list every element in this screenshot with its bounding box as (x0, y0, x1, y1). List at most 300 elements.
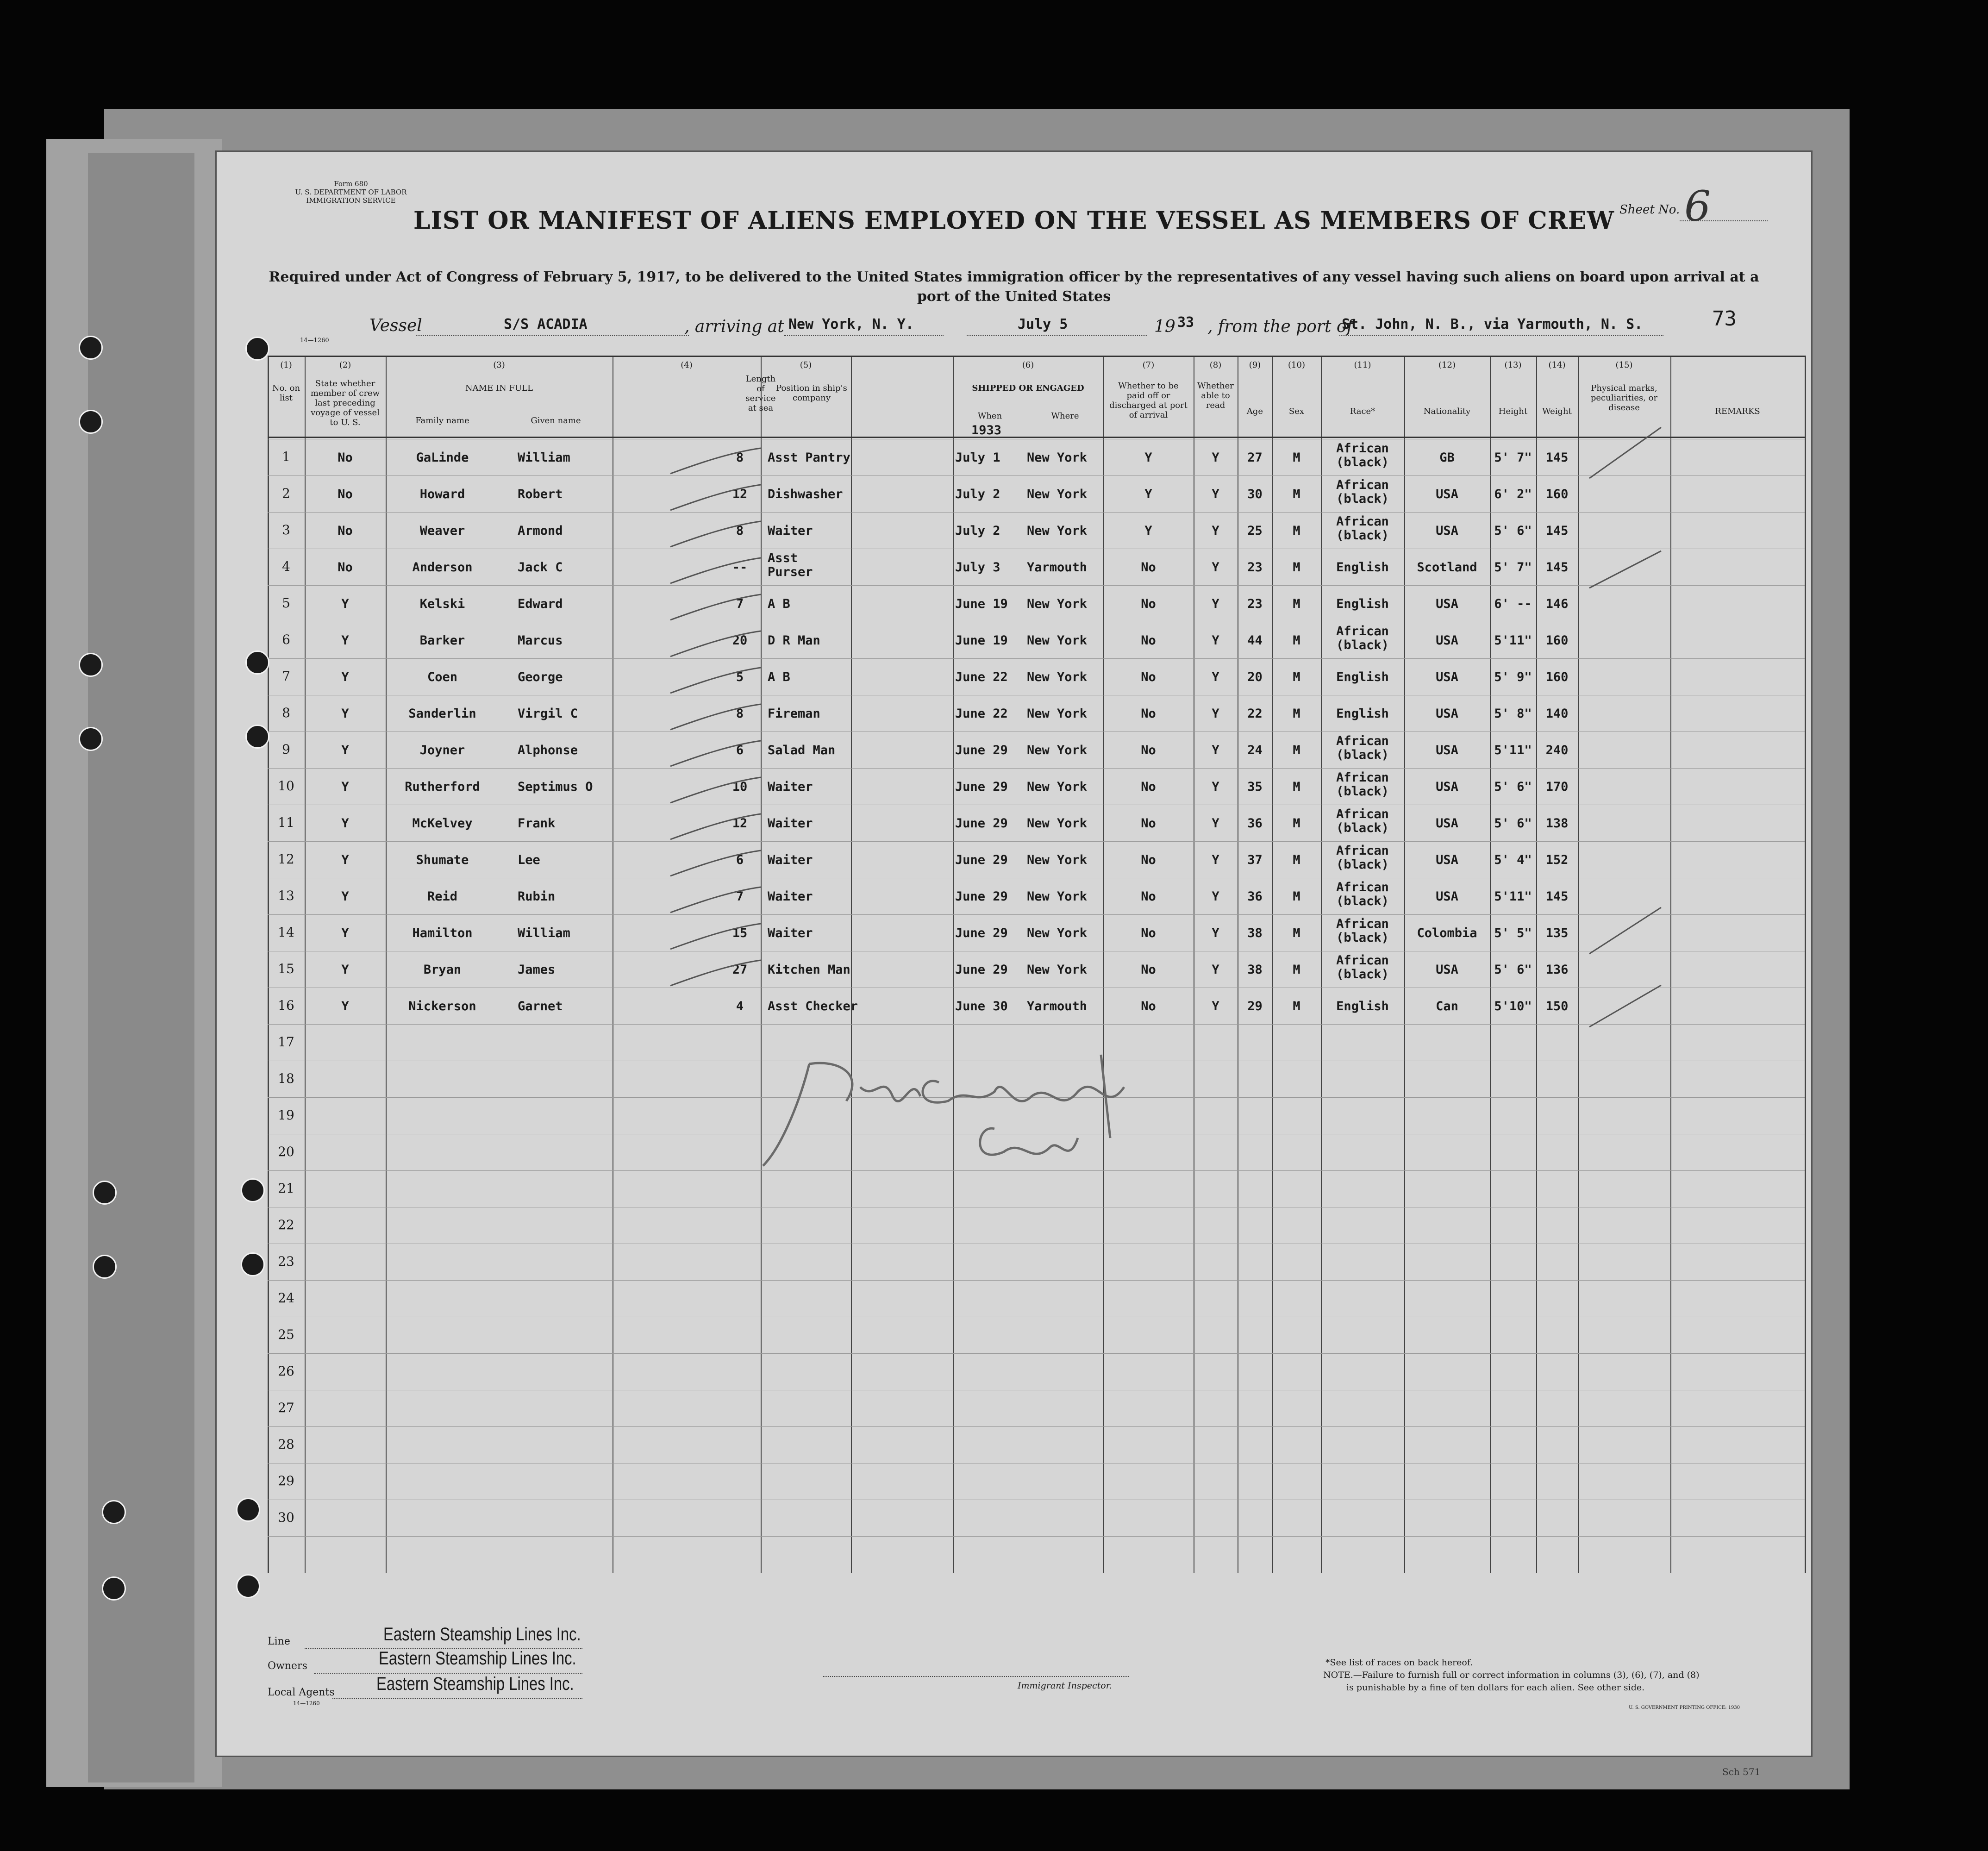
cell-nat: USA (1436, 743, 1458, 757)
row-number: 25 (278, 1327, 294, 1342)
cell-race: African (black) (1336, 770, 1389, 799)
pencil-check-mark (668, 556, 765, 588)
cell-family: Hamilton (412, 926, 473, 940)
cell-race: African (black) (1336, 880, 1389, 908)
cell-where: Yarmouth (1027, 560, 1088, 575)
cell-age: 37 (1247, 853, 1263, 867)
cell-given: Edward (518, 597, 563, 611)
cell-position: D R Man (768, 633, 820, 648)
cell-paid: No (1141, 743, 1156, 757)
row-number: 24 (278, 1290, 294, 1306)
row-rule (268, 585, 1805, 586)
cell-read: Y (1212, 633, 1219, 648)
cell-position: Asst Purser (768, 551, 813, 579)
cell-race: African (black) (1336, 441, 1389, 469)
row-number: 4 (282, 559, 290, 574)
column-header: Physical marks, peculiarities, or disease (1590, 383, 1658, 413)
from-label: , from the port of (1207, 317, 1353, 336)
cell-when: June 30 (955, 999, 1008, 1013)
row-number: 17 (278, 1034, 294, 1050)
cell-given: Frank (518, 816, 556, 831)
cell-prev: Y (341, 670, 349, 684)
cell-weight: 145 (1545, 889, 1569, 904)
cell-read: Y (1212, 816, 1219, 831)
cell-when: June 29 (955, 963, 1008, 977)
cell-sex: M (1293, 707, 1300, 721)
cell-where: New York (1027, 816, 1088, 831)
cell-family: Coen (427, 670, 458, 684)
cell-weight: 160 (1545, 633, 1569, 648)
races-note: *See list of races on back hereof. (1325, 1657, 1473, 1668)
row-number: 30 (278, 1510, 294, 1525)
arriving-label: , arriving at (684, 317, 784, 336)
row-number: 23 (278, 1254, 294, 1269)
cell-weight: 138 (1545, 816, 1569, 831)
owners-label: Owners (268, 1660, 307, 1672)
year-prefix: 19 (1154, 317, 1175, 336)
cell-when: June 29 (955, 889, 1008, 904)
cell-paid: Y (1144, 487, 1152, 501)
cell-service: -- (732, 560, 748, 575)
cell-prev: Y (341, 707, 349, 721)
cell-given: Alphonse (518, 743, 578, 757)
cell-age: 29 (1247, 999, 1263, 1013)
cell-sex: M (1293, 633, 1300, 648)
sheet-number-label: Sheet No. (1619, 203, 1680, 217)
cell-weight: 145 (1545, 560, 1569, 575)
cell-paid: No (1141, 633, 1156, 648)
cell-when: July 3 (955, 560, 1000, 575)
cell-read: Y (1212, 889, 1219, 904)
cell-where: New York (1027, 853, 1088, 867)
cell-position: Waiter (768, 524, 813, 538)
column-header: Position in ship's company (776, 383, 847, 403)
pencil-check-mark (668, 629, 765, 661)
cell-where: Yarmouth (1027, 999, 1088, 1013)
pencil-check-mark (668, 958, 765, 990)
cell-where: New York (1027, 487, 1088, 501)
cell-height: 6' 2" (1494, 487, 1532, 501)
column-rule (1670, 356, 1671, 1573)
cell-race: African (black) (1336, 478, 1389, 506)
column-header: State whether member of crew last preceding voyage of vessel to U. S. (310, 379, 380, 427)
column-header: (11) (1354, 360, 1371, 370)
column-header: Height (1498, 406, 1528, 416)
pencil-check-mark (668, 482, 765, 515)
cell-height: 5' 7" (1494, 560, 1532, 575)
binder-hole (79, 336, 103, 360)
printer-note: U. S. GOVERNMENT PRINTING OFFICE: 1930 (1629, 1705, 1740, 1710)
cell-service: 5 (736, 670, 744, 684)
cell-sex: M (1293, 853, 1300, 867)
cell-weight: 136 (1545, 963, 1569, 977)
pencil-check-mark (668, 812, 765, 844)
cell-where: New York (1027, 743, 1088, 757)
cell-race: English (1336, 707, 1389, 721)
cell-age: 38 (1247, 926, 1263, 940)
column-header: Length of service at sea (745, 374, 776, 413)
cell-paid: No (1141, 780, 1156, 794)
column-header: (15) (1615, 360, 1633, 370)
sheet-number-value: 6 (1684, 182, 1711, 231)
pencil-check-mark (668, 775, 765, 807)
cell-position: Salad Man (768, 743, 836, 757)
cell-given: Lee (518, 853, 540, 867)
cell-weight: 160 (1545, 487, 1569, 501)
cell-when: June 22 (955, 670, 1008, 684)
row-number: 3 (282, 522, 290, 538)
cell-service: 12 (732, 816, 748, 831)
cell-family: Joyner (419, 743, 465, 757)
cell-given: Jack C (518, 560, 563, 575)
row-number: 26 (278, 1363, 294, 1379)
cell-position: A B (768, 670, 790, 684)
cell-nat: USA (1436, 633, 1458, 648)
fine-note-2: is punishable by a fine of ten dollars for each alien. See other side. (1346, 1682, 1645, 1693)
binder-hole (245, 725, 269, 749)
cell-race: African (black) (1336, 844, 1389, 872)
check-mark (1587, 981, 1666, 1032)
cell-service: 15 (732, 926, 748, 940)
cell-nat: USA (1436, 707, 1458, 721)
cell-position: Dishwasher (768, 487, 843, 501)
department-name: U. S. DEPARTMENT OF LABOR (295, 188, 407, 196)
cell-read: Y (1212, 780, 1219, 794)
cell-read: Y (1212, 560, 1219, 575)
form-identifier (277, 180, 425, 205)
vessel-info (217, 312, 1811, 339)
cell-weight: 146 (1545, 597, 1569, 611)
cell-given: James (518, 963, 556, 977)
cell-family: McKelvey (412, 816, 473, 831)
column-header: Race* (1350, 406, 1375, 416)
cell-weight: 240 (1545, 743, 1569, 757)
binder-hole (236, 1498, 260, 1522)
cell-given: Virgil C (518, 707, 578, 721)
cell-where: New York (1027, 707, 1088, 721)
cell-where: New York (1027, 450, 1088, 465)
cell-position: Waiter (768, 926, 813, 940)
from-line (1339, 335, 1663, 336)
cell-weight: 140 (1545, 707, 1569, 721)
cell-age: 38 (1247, 963, 1263, 977)
cell-age: 44 (1247, 633, 1263, 648)
cell-given: Garnet (518, 999, 563, 1013)
row-rule (268, 841, 1805, 842)
cell-height: 5' 6" (1494, 816, 1532, 831)
cell-weight: 150 (1545, 999, 1569, 1013)
row-number: 22 (278, 1217, 294, 1232)
row-number: 8 (282, 705, 290, 720)
background-sheet-edge (88, 153, 194, 1782)
cell-prev: No (338, 524, 353, 538)
row-rule (268, 1353, 1805, 1354)
pencil-check-mark (668, 702, 765, 734)
cell-read: Y (1212, 450, 1219, 465)
column-header: (8) (1209, 360, 1222, 370)
year-suffix: 33 (1177, 314, 1194, 331)
cell-age: 36 (1247, 889, 1263, 904)
cell-race: African (black) (1336, 807, 1389, 835)
pencil-check-mark (668, 848, 765, 881)
cell-height: 5'11" (1494, 889, 1532, 904)
row-number: 20 (278, 1144, 294, 1159)
cell-height: 5' 4" (1494, 853, 1532, 867)
row-number: 18 (278, 1071, 294, 1086)
cell-given: George (518, 670, 563, 684)
row-number: 14 (278, 925, 294, 940)
cell-read: Y (1212, 999, 1219, 1013)
column-rule (1805, 356, 1806, 1573)
cell-when: July 1 (955, 450, 1000, 465)
row-number: 2 (282, 486, 290, 501)
arrival-date: July 5 (1018, 316, 1068, 332)
cell-nat: USA (1436, 597, 1458, 611)
cell-prev: No (338, 560, 353, 575)
cell-height: 5'10" (1494, 999, 1532, 1013)
from-port: St. John, N. B., via Yarmouth, N. S. (1342, 316, 1643, 332)
column-header: (12) (1438, 360, 1456, 370)
cell-service: 7 (736, 889, 744, 904)
cell-position: Waiter (768, 780, 813, 794)
cell-sex: M (1293, 597, 1300, 611)
row-number: 11 (278, 815, 294, 830)
cell-prev: Y (341, 926, 349, 940)
column-header: Nationality (1423, 406, 1471, 416)
pencil-check-mark (668, 885, 765, 917)
cell-when: June 19 (955, 633, 1008, 648)
pencil-check-mark (668, 519, 765, 551)
column-header: (6) (1022, 360, 1034, 370)
cell-sex: M (1293, 560, 1300, 575)
manifest-page (215, 150, 1813, 1757)
cell-where: New York (1027, 670, 1088, 684)
cell-read: Y (1212, 853, 1219, 867)
cell-paid: No (1141, 926, 1156, 940)
cell-family: Barker (419, 633, 465, 648)
cell-position: Waiter (768, 853, 813, 867)
cell-weight: 152 (1545, 853, 1569, 867)
cell-paid: No (1141, 999, 1156, 1013)
owners-stamp: Eastern Steamship Lines Inc. (379, 1648, 576, 1669)
inspector-rule (823, 1676, 1129, 1677)
cell-position: Fireman (768, 707, 820, 721)
cell-weight: 145 (1545, 524, 1569, 538)
header-top-rule (268, 356, 1805, 357)
cell-read: Y (1212, 963, 1219, 977)
cell-sex: M (1293, 487, 1300, 501)
cell-nat: USA (1436, 816, 1458, 831)
column-header: (3) (493, 360, 505, 370)
cell-read: Y (1212, 597, 1219, 611)
cell-read: Y (1212, 926, 1219, 940)
binder-hole (236, 1574, 260, 1598)
cell-prev: No (338, 487, 353, 501)
cell-read: Y (1212, 524, 1219, 538)
line-stamp: Eastern Steamship Lines Inc. (383, 1624, 581, 1645)
cell-position: Waiter (768, 816, 813, 831)
binder-hole (79, 410, 103, 434)
row-number: 5 (282, 595, 290, 611)
column-header: (10) (1288, 360, 1305, 370)
form-code: 14—1260 (300, 337, 329, 344)
cell-paid: No (1141, 560, 1156, 575)
shipped-year: 1933 (971, 423, 1002, 438)
cell-race: English (1336, 560, 1389, 575)
cell-position: A B (768, 597, 790, 611)
cell-age: 24 (1247, 743, 1263, 757)
arriving-port: New York, N. Y. (788, 316, 914, 332)
column-header: (5) (800, 360, 812, 370)
cell-weight: 145 (1545, 450, 1569, 465)
column-header: (2) (339, 360, 351, 370)
arriving-line (784, 335, 944, 336)
page-subtitle: Required under Act of Congress of February 5, 1917, to be delivered to the United States immigration officer by the representatives of any vessel having such aliens on board upon arrival at a port of the United States (269, 269, 1759, 305)
row-number: 21 (278, 1181, 294, 1196)
cell-prev: Y (341, 999, 349, 1013)
cell-age: 23 (1247, 597, 1263, 611)
cell-when: June 29 (955, 816, 1008, 831)
cell-race: English (1336, 999, 1389, 1013)
column-header: (7) (1142, 360, 1155, 370)
cell-service: 20 (732, 633, 748, 648)
binder-hole (93, 1255, 117, 1279)
column-header: SHIPPED OR ENGAGED (972, 383, 1084, 393)
cell-when: June 29 (955, 743, 1008, 757)
cell-sex: M (1293, 780, 1300, 794)
cell-nat: USA (1436, 670, 1458, 684)
cell-given: William (518, 450, 570, 465)
cell-age: 36 (1247, 816, 1263, 831)
cell-when: June 19 (955, 597, 1008, 611)
column-header: (13) (1504, 360, 1522, 370)
check-mark (1587, 903, 1666, 958)
column-header: (1) (280, 360, 292, 370)
column-header: REMARKS (1715, 406, 1760, 416)
cell-prev: No (338, 450, 353, 465)
cell-race: African (black) (1336, 917, 1389, 945)
cell-sex: M (1293, 999, 1300, 1013)
service-name: IMMIGRATION SERVICE (306, 196, 396, 205)
cell-prev: Y (341, 853, 349, 867)
cell-nat: USA (1436, 853, 1458, 867)
cell-when: June 29 (955, 780, 1008, 794)
column-header: Whether able to read (1197, 381, 1234, 410)
cell-sex: M (1293, 816, 1300, 831)
cell-where: New York (1027, 633, 1088, 648)
cell-service: 10 (732, 780, 748, 794)
cell-where: New York (1027, 963, 1088, 977)
cell-paid: No (1141, 963, 1156, 977)
cell-race: English (1336, 597, 1389, 611)
cell-service: 12 (732, 487, 748, 501)
column-header: Sex (1288, 406, 1305, 416)
cell-given: William (518, 926, 570, 940)
binder-hole (79, 727, 103, 751)
cell-when: June 29 (955, 853, 1008, 867)
row-number: 28 (278, 1437, 294, 1452)
vessel-name: S/S ACADIA (504, 316, 588, 332)
sheet-number-line (1680, 220, 1768, 221)
vessel-label: Vessel (369, 316, 422, 335)
cell-family: Anderson (412, 560, 473, 575)
cell-prev: Y (341, 743, 349, 757)
cell-family: Reid (427, 889, 458, 904)
cell-nat: USA (1436, 889, 1458, 904)
cell-weight: 170 (1545, 780, 1569, 794)
cell-sex: M (1293, 743, 1300, 757)
line-label: Line (268, 1636, 290, 1647)
cell-given: Septimus O (518, 780, 593, 794)
cell-family: Weaver (419, 524, 465, 538)
cell-family: Howard (419, 487, 465, 501)
cell-prev: Y (341, 633, 349, 648)
cell-height: 5'11" (1494, 743, 1532, 757)
schedule-number: Sch 571 (1722, 1766, 1761, 1777)
cell-sex: M (1293, 926, 1300, 940)
column-header: (14) (1548, 360, 1566, 370)
cell-service: 8 (736, 524, 744, 538)
cell-age: 30 (1247, 487, 1263, 501)
column-header: Where (1051, 411, 1079, 421)
cell-given: Armond (518, 524, 563, 538)
cell-prev: Y (341, 889, 349, 904)
cell-race: African (black) (1336, 514, 1389, 543)
row-number: 9 (282, 742, 290, 757)
cell-paid: No (1141, 597, 1156, 611)
binder-hole (241, 1178, 265, 1202)
cell-family: Sanderlin (408, 707, 476, 721)
row-number: 27 (278, 1400, 294, 1415)
column-header: (4) (681, 360, 693, 370)
cell-age: 35 (1247, 780, 1263, 794)
cell-height: 5' 9" (1494, 670, 1532, 684)
row-rule (268, 1536, 1805, 1537)
cell-read: Y (1212, 707, 1219, 721)
cell-where: New York (1027, 597, 1088, 611)
row-number: 7 (282, 669, 290, 684)
row-number: 12 (278, 851, 294, 867)
cell-paid: No (1141, 816, 1156, 831)
inspector-signature (754, 1045, 1143, 1212)
cell-age: 20 (1247, 670, 1263, 684)
cell-read: Y (1212, 743, 1219, 757)
page-title: LIST OR MANIFEST OF ALIENS EMPLOYED ON THE VESSEL AS MEMBERS OF CREW (413, 206, 1614, 235)
cell-where: New York (1027, 889, 1088, 904)
column-header: Weight (1542, 406, 1572, 416)
cell-prev: Y (341, 597, 349, 611)
cell-family: Bryan (423, 963, 462, 977)
column-rule (1578, 356, 1579, 1573)
cell-position: Kitchen Man (768, 963, 850, 977)
cell-when: June 22 (955, 707, 1008, 721)
check-mark (1587, 423, 1666, 483)
pencil-check-mark (668, 738, 765, 771)
cell-height: 5' 6" (1494, 524, 1532, 538)
agents-code: 14—1260 (293, 1700, 320, 1707)
binder-hole (245, 650, 269, 675)
cell-nat: USA (1436, 963, 1458, 977)
cell-given: Rubin (518, 889, 556, 904)
cell-service: 4 (736, 999, 744, 1013)
cell-family: GaLinde (416, 450, 469, 465)
row-rule (268, 1280, 1805, 1281)
cell-family: Rutherford (405, 780, 480, 794)
cell-sex: M (1293, 889, 1300, 904)
cell-nat: Can (1436, 999, 1458, 1013)
cell-when: July 2 (955, 524, 1000, 538)
cell-age: 27 (1247, 450, 1263, 465)
